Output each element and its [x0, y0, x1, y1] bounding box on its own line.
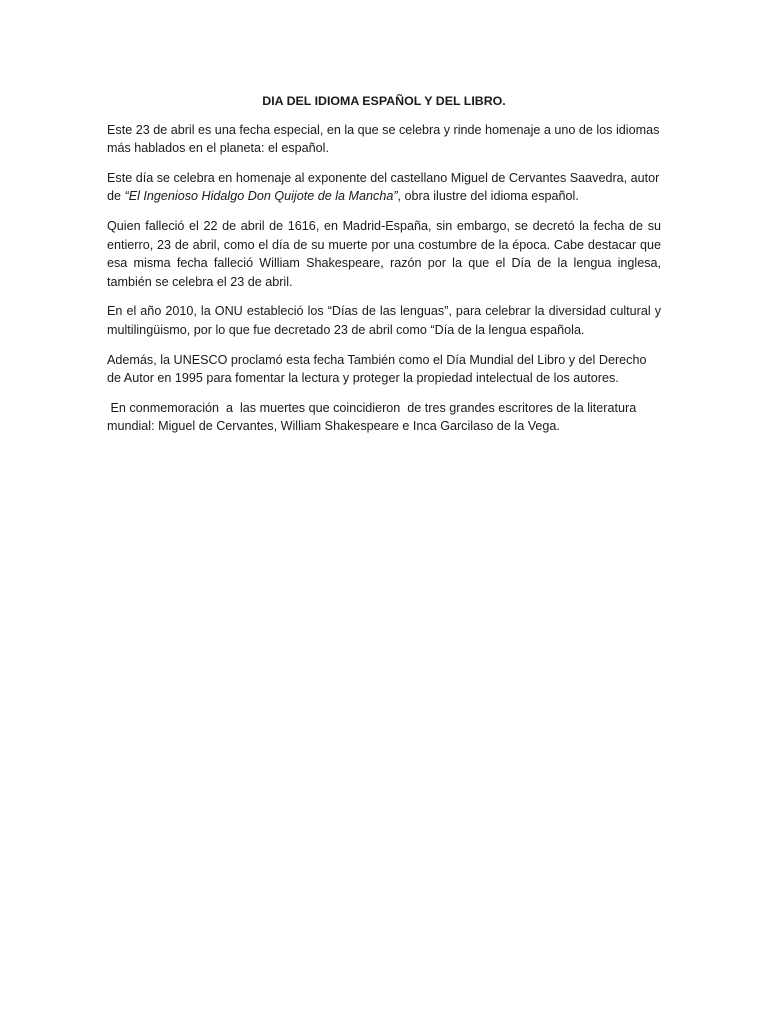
document-title: DIA DEL IDIOMA ESPAÑOL Y DEL LIBRO. — [262, 94, 506, 108]
paragraph-onu: En el año 2010, la ONU estableció los “Días de las lenguas”, para celebrar la diversidad cultural y multilingüismo, por lo que fue decretado 23 de abril como “Día de la lengua española. — [107, 304, 661, 337]
document-body — [107, 92, 661, 447]
quijote-title: “El Ingenioso Hidalgo Don Quijote de la Mancha” — [124, 189, 398, 204]
paragraph-cervantes — [107, 169, 661, 206]
paragraph-unesco: Además, la UNESCO proclamó esta fecha También como el Día Mundial del Libro y del Derecho de Autor en 1995 para fomentar la lectura y proteger la propiedad intelectual de los autores. — [107, 352, 647, 386]
paragraph-intro: Este 23 de abril es una fecha especial, en la que se celebra y rinde homenaje a uno de los idiomas más hablados en el planeta: el español. — [107, 122, 660, 156]
paragraph-cervantes-end: , obra ilustre del idioma español. — [397, 189, 579, 204]
paragraph-cervantes-text: Este día se celebra en homenaje al exponente del castellano Miguel de Cervantes Saavedra, autor de — [107, 170, 660, 204]
paragraph-commemoration: En conmemoración a las muertes que coincidieron de tres grandes escritores de la literatura mundial: Miguel de Cervantes, William Shakespeare e Inca Garcilaso de la Vega. — [107, 400, 640, 434]
paragraph-death: Quien falleció el 22 de abril de 1616, en Madrid-España, sin embargo, se decretó la fecha de su entierro, 23 de abril, como el día de su muerte por una costumbre de la época. Cabe destacar que esa misma fecha falleció William Shakespeare, razón por la que el Día de la lengua inglesa, también se celebra el 23 de abril. — [107, 218, 661, 289]
